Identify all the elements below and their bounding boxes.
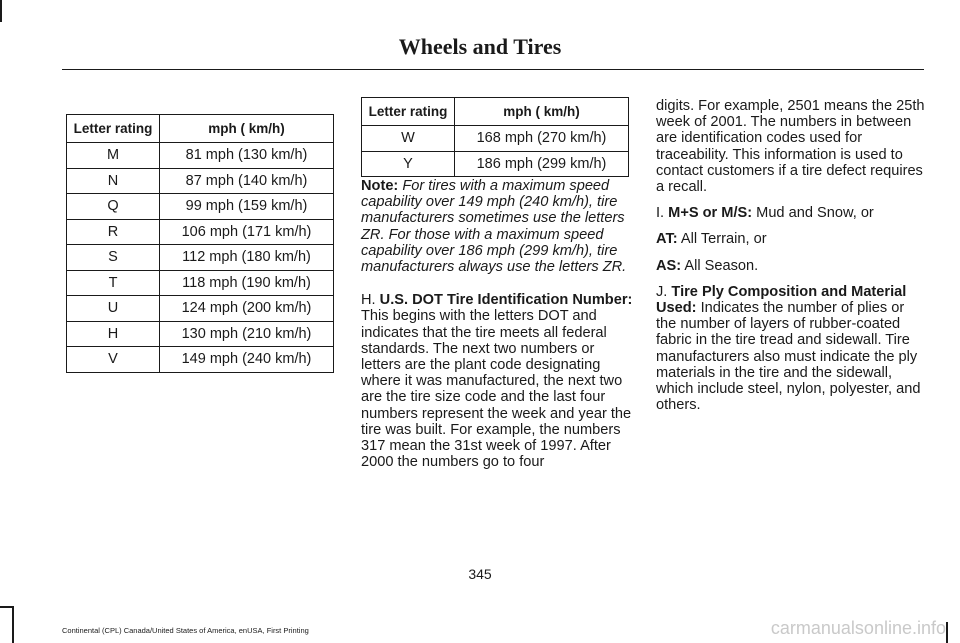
page-title: Wheels and Tires <box>398 34 562 59</box>
table-row <box>67 143 334 169</box>
footer-printing-info: Continental (CPL) Canada/United States of America, enUSA, First Printing <box>62 626 309 635</box>
note-label: Note: <box>361 178 399 194</box>
table-row <box>67 296 334 322</box>
all-terrain-paragraph <box>656 231 928 247</box>
table-row <box>67 347 334 373</box>
header-letter-rating: Letter rating <box>362 98 455 126</box>
table-row <box>67 321 334 347</box>
cell-speed: 112 mph (180 km/h) <box>160 245 334 271</box>
ply-composition-paragraph <box>656 284 928 414</box>
cell-letter: T <box>67 270 160 296</box>
speed-rating-table-mid <box>361 97 629 177</box>
cell-speed: 149 mph (240 km/h) <box>160 347 334 373</box>
item-prefix: J. <box>656 283 668 300</box>
cell-speed: 118 mph (190 km/h) <box>160 270 334 296</box>
cell-speed: 81 mph (130 km/h) <box>160 143 334 169</box>
all-season-text: All Season. <box>684 257 759 274</box>
cell-letter: W <box>362 126 455 152</box>
watermark: carmanualsonline.info <box>770 618 946 638</box>
continuation-paragraph: digits. For example, 2501 means the 25th week of 2001. The numbers in between are identification codes used for traceability. This information is used to contact customers if a tire defect requires a recall. <box>656 98 925 196</box>
item-prefix: H. <box>361 292 376 309</box>
crop-mark-bottom-left-h <box>0 606 13 608</box>
cell-letter: Y <box>362 151 455 177</box>
table-row <box>362 151 629 177</box>
cell-letter: M <box>67 143 160 169</box>
cell-letter: Q <box>67 194 160 220</box>
cell-speed: 186 mph (299 km/h) <box>455 151 629 177</box>
cell-letter: N <box>67 168 160 194</box>
cell-speed: 124 mph (200 km/h) <box>160 296 334 322</box>
table-row <box>362 126 629 152</box>
crop-mark-bottom-left-v <box>12 606 14 643</box>
cell-speed: 168 mph (270 km/h) <box>455 126 629 152</box>
note-text: For tires with a maximum speed capability over 149 mph (240 km/h), tire manufacturers sometimes use the letters ZR. For those with a maximum speed capability over 186 mph (299 km/h), tire manufacturers always use the letters ZR. <box>361 178 627 276</box>
right-text-column <box>656 98 928 423</box>
header-speed: mph ( km/h) <box>455 98 629 126</box>
header-speed: mph ( km/h) <box>160 115 334 143</box>
speed-rating-table-left <box>66 114 334 373</box>
table-header-row <box>67 115 334 143</box>
table-row <box>67 168 334 194</box>
cell-speed: 130 mph (210 km/h) <box>160 321 334 347</box>
table-row <box>67 245 334 271</box>
cell-letter: V <box>67 347 160 373</box>
cell-speed: 99 mph (159 km/h) <box>160 194 334 220</box>
dot-id-text: This begins with the letters DOT and indicates that the tire meets all federal standards. The next two numbers or letters are the plant code designating where it was manufactured, the next two are the tire size code and the last four numbers represent the week and year the tire was built. For example, the numbers 317 mean the 31st week of 1997. After 2000 the numbers go to four <box>361 308 632 471</box>
dot-id-paragraph <box>361 292 633 470</box>
middle-text-column <box>361 178 633 480</box>
cell-speed: 106 mph (171 km/h) <box>160 219 334 245</box>
crop-mark-top-left <box>0 0 2 22</box>
all-terrain-text: All Terrain, or <box>680 231 767 248</box>
all-terrain-label: AT: <box>656 231 678 248</box>
ply-composition-text: Indicates the number of plies or the number of layers of rubber-coated fabric in the tire tread and sidewall. Tire manufacturers also must indicate the ply materials in the tire and the sidewall, which include steel, nylon, polyester, and others. <box>656 300 921 414</box>
dot-id-label: U.S. DOT Tire Identification Number: <box>379 292 633 309</box>
mud-snow-text: Mud and Snow, or <box>756 205 874 222</box>
cell-letter: U <box>67 296 160 322</box>
header-letter-rating: Letter rating <box>67 115 160 143</box>
crop-mark-bottom-right-v <box>946 622 948 643</box>
all-season-paragraph <box>656 258 928 274</box>
cell-letter: H <box>67 321 160 347</box>
table-row <box>67 219 334 245</box>
ply-composition-label: Tire Ply Composition and Material Used: <box>656 283 907 317</box>
cell-letter: R <box>67 219 160 245</box>
mud-snow-paragraph <box>656 205 928 221</box>
mud-snow-label: M+S or M/S: <box>668 205 753 222</box>
cell-letter: S <box>67 245 160 271</box>
title-rule <box>62 69 924 70</box>
note-paragraph <box>361 178 633 275</box>
all-season-label: AS: <box>656 257 682 274</box>
page-number: 345 <box>468 566 492 582</box>
cell-speed: 87 mph (140 km/h) <box>160 168 334 194</box>
table-row <box>67 270 334 296</box>
table-row <box>67 194 334 220</box>
item-prefix: I. <box>656 205 665 222</box>
table-header-row <box>362 98 629 126</box>
